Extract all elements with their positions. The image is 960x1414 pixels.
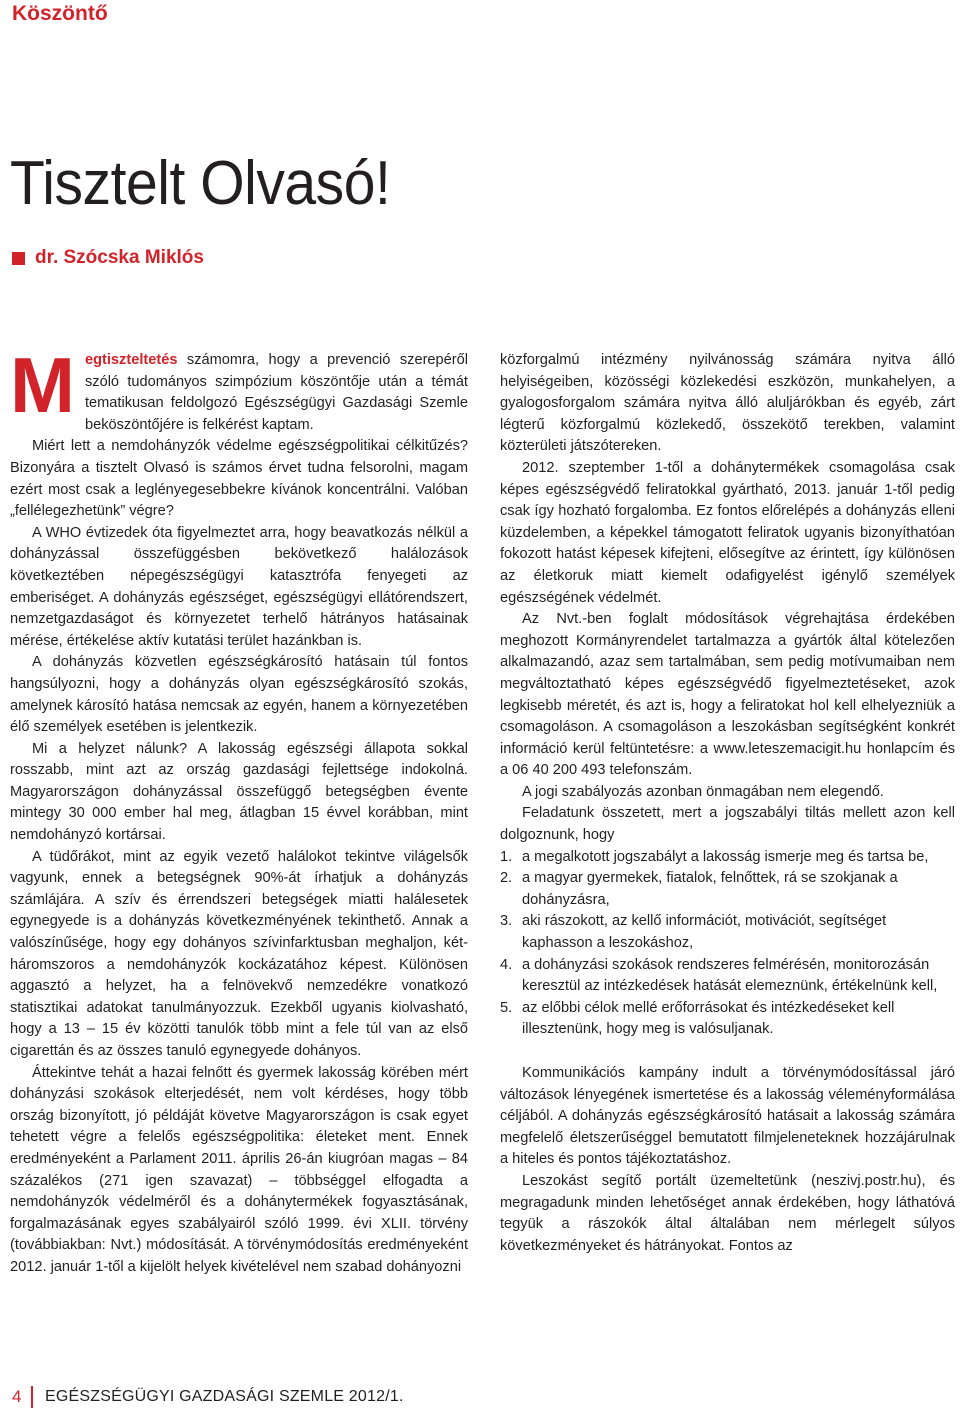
goals-list — [500, 847, 955, 1041]
lead-paragraph — [10, 341, 468, 436]
lead-text: számomra, hogy a prevenció szerepéről szóló tudományos szimpózium köszöntője után a témát tematikusan feldolgozó Egészségügyi Gazdasági Szemle beköszöntőjére is felkérést kaptam. — [84, 352, 468, 433]
body-paragraph: Kommunikációs kampány indult a törvénymódosítással járó változások lényegének ismertetése és a lakosság véleményformálása céljából. A dohányzás egészségkárosító hatásait a lakosság számára megfelelő életszerűséggel bemutatott filmjeleneteknek hozzájárulnak a hiteles és pontos tájékoztatáshoz. — [500, 1065, 955, 1168]
page-number: 4 — [12, 1387, 22, 1406]
body-paragraph: A dohányzás közvetlen egészségkárosító hatásain túl fontos hangsúlyozni, hogy a dohányzás olyan egészségkárosító szokás, amelynek károsító hatása nemcsak az egyén, hanem a környezetében élő személyek esetében is jelentkezik. — [10, 654, 468, 736]
spacer — [500, 1041, 955, 1063]
list-number: 1. — [500, 848, 513, 865]
dropcap: M — [10, 341, 75, 429]
body-paragraph: A WHO évtizedek óta figyelmeztet arra, hogy beavatkozás nélkül a dohányzással összefüggésben bekövetkező halálozások következtében népegészségügyi katasztrófa fenyegeti az emberiséget. A dohányzás egészséget, egészségügyi ellátórendszert, nemzetgazdaságot és környezetet terhelő hátrányos hatásainak mérése, értékelése aktív kutatási terület hazánkban is. — [10, 524, 468, 649]
journal-name: EGÉSZSÉGÜGYI GAZDASÁGI SZEMLE 2012/1. — [44, 1388, 404, 1405]
body-paragraph: Feladatunk összetett, mert a jogszabályi tiltás mellett azon kell dolgoznunk, hogy — [500, 805, 955, 844]
list-item-text: a dohányzási szokások rendszeres felmérésén, monitorozásán keresztül az intézkedések hatását elemeznünk, értékelnünk kell, — [522, 956, 938, 995]
list-item — [500, 868, 955, 911]
footer-divider — [31, 1386, 33, 1408]
list-number: 5. — [500, 999, 513, 1016]
list-item — [500, 998, 955, 1041]
list-item — [500, 847, 955, 869]
body-paragraph: 2012. szeptember 1-től a dohánytermékek csomagolása csak képes egészségvédő feliratokkal gyártható, 2013. január 1-től pedig csak így hozható forgalomba. Ez fontos előrelépés a dohányzás elleni küzdelemben, a képekkel támogatott feliratok ugyanis bizonyíthatóan fokozott hatást képesek kifejteni, elősegítve az érintett, így különösen az életkoruk miatt kiemelt odafigyelést igénylő személyek egészségének védelmét. — [500, 459, 955, 606]
body-paragraph: Mi a helyzet nálunk? A lakosság egészségi állapota sokkal rosszabb, mint azt az ország gazdasági fejlettsége indokolná. Magyarországon dohányzással összefüggő betegségben évente mintegy 30 000 ember hal meg, átlagban 15 évvel korábban, mint nemdohányzó kortársai. — [10, 740, 468, 844]
list-number: 4. — [500, 956, 513, 973]
body-paragraph: Az Nvt.-ben foglalt módosítások végrehajtása érdekében meghozott Kormányrendelet tartalmazza a gyártók által kötelezően alkalmazandó, azaz sem tartalmában, sem pedig motívumaiban nem megváltoztatható képes egészségvédő figyelmeztetéseket, azok legkisebb méretét, és azt is, hogy a feliratokat hol kell elhelyezniük a csomagoláson. A csomagoláson a leszokásban segítségként konkrét információ kerül feltüntetésre: a www.leteszemacigit.hu honlapcím és a 06 40 200 493 telefonszám. — [500, 611, 955, 779]
list-item-text: a megalkotott jogszabályt a lakosság ismerje meg és tartsa be, — [522, 848, 929, 865]
section-label: Köszöntő — [12, 2, 108, 25]
bullet-square-icon — [12, 252, 25, 265]
page-title: Tisztelt Olvasó! — [10, 149, 391, 218]
body-paragraph: Áttekintve tehát a hazai felnőtt és gyermek lakosság körében mért dohányzási szokások elterjedését, nem volt kérdéses, hogy több ország bizonyított, jó példáját követve Magyarországon is csak egyet tehetett végre a felelős egészségpolitika: életeket ment. Ennek eredményeként a Parlament 2011. április 26-án kiugróan magas – 84 százalékos (271 igen szavazat) – többséggel elfogadta a nemdohányzók védelméről és a dohánytermékek fogyasztásának, forgalmazásának egyes szabályairól szóló 1999. évi XLII. törvény (továbbiakban: Nvt.) módosítását. A törvénymódosítás eredményeként 2012. január 1-től a kijelölt helyek kivételével nem szabad dohányozni — [10, 1064, 468, 1275]
page-footer — [12, 1386, 404, 1408]
author-byline — [12, 247, 204, 269]
list-number: 3. — [500, 913, 513, 930]
body-paragraph: A jogi szabályozás azonban önmagában nem elegendő. — [522, 783, 884, 800]
list-item — [500, 911, 955, 954]
list-item-text: az előbbi célok mellé erőforrásokat és intézkedéseket kell illesztenünk, hogy meg is valósuljanak. — [522, 999, 895, 1038]
body-paragraph-continued: közforgalmú intézmény nyilvánosság számára nyitva álló helyiségeiben, közösségi közlekedési eszközön, munkahelyen, a gyalogosforgalom számára nyitva álló aluljárókban és egyéb, zárt légterű közforgalmú közlekedő, összekötő terekben, valamint közterületi játszótereken. — [500, 352, 955, 455]
right-column — [500, 350, 955, 1257]
list-number: 2. — [500, 870, 513, 887]
list-item-text: aki rászokott, az kellő információt, motivációt, segítséget kaphasson a leszokáshoz, — [522, 913, 887, 952]
body-paragraph: Miért lett a nemdohányzók védelme egészségpolitikai célkitűzés? Bizonyára a tisztelt Olvasó is számos érvet tudna felsorolni, magam ezért most csak a leglényegesebbekre kívánok koncentrálni. Valóban „fellélegezhetünk” végre? — [10, 438, 468, 520]
author-name: dr. Szócska Miklós — [35, 247, 204, 268]
body-paragraph: A tüdőrákot, mint az egyik vezető halálokot tekintve világelsők vagyunk, ennek a betegségnek 90%-át írhatjuk a dohányzás számlájára. A szív és érrendszeri betegségek miatti halálesetek egynegyede is a dohányzás következményének tekinthető. Annak a valószínűsége, hogy egy dohányos szívinfarktusban meghaljon, két-háromszoros a nemdohányzók kockázatához képest. Különösen aggasztó a helyzet, ha a felnövekvő nemzedékre vonatkozó statisztikai adatokat tanulmányozzuk. Ezekből ugyanis kiolvasható, hogy a 13 – 15 év közötti tanulók több mint a fele túl van az első cigarettán és az összes tanuló egynegyede dohányos. — [10, 848, 468, 1059]
list-item — [500, 955, 955, 998]
list-item-text: a magyar gyermekek, fiatalok, felnőttek, rá se szokjanak a dohányzásra, — [522, 870, 898, 908]
lead-bold-word: egtiszteltetés — [84, 352, 178, 368]
left-column — [10, 341, 468, 1279]
body-paragraph: Leszokást segítő portált üzemeltetünk (neszivj.postr.hu), és megragadunk minden lehetőséget annak érdekében, hogy láthatóvá tegyük a rászokók által általában nem mérlegelt súlyos következményeket és hátrányokat. Fontos az — [500, 1172, 955, 1254]
